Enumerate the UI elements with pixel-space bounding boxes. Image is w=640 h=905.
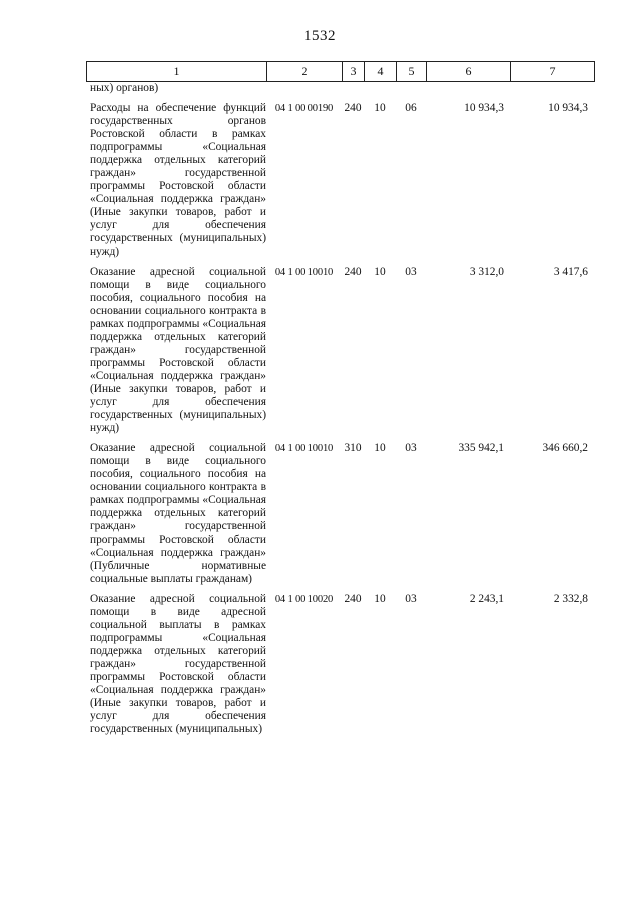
row-amount-col7: 2 332,8	[553, 592, 588, 605]
row-amount-col6: 335 942,1	[458, 442, 504, 455]
row-rz: 10	[374, 442, 386, 455]
row-amount-col7: 10 934,3	[548, 102, 588, 114]
table-row	[86, 593, 594, 737]
row-vr: 240	[344, 592, 362, 605]
row-code: 04 1 00 10010	[274, 266, 334, 278]
row-amount-col6: 3 312,0	[469, 265, 504, 278]
row-pr: 03	[405, 265, 417, 278]
budget-table	[86, 82, 594, 736]
table-row	[86, 102, 594, 266]
row-amount-col6: 2 243,1	[469, 592, 504, 605]
table-row	[86, 442, 594, 593]
header-row	[87, 62, 595, 82]
header-col-7: 7	[511, 62, 595, 82]
row-description: Оказание адресной социальной помощи в виде социального пособия, социального пособия на основании социального контракта в рамках подпрограммы «Социальная поддержка отдельных категорий граждан» государственной программы Ростовской области «Социальная поддержка граждан» (Публичные нормативные социальные выплаты гражданам)	[90, 442, 266, 585]
header-col-1: 1	[87, 62, 267, 82]
row-vr: 240	[344, 265, 362, 278]
row-code: 04 1 00 10020	[274, 593, 334, 605]
row-amount-col7: 3 417,6	[553, 265, 588, 278]
header-col-4: 4	[365, 62, 397, 82]
header-col-3: 3	[343, 62, 365, 82]
row-amount-col6: 10 934,3	[464, 102, 504, 114]
row-vr: 240	[344, 102, 362, 114]
row-code: 04 1 00 10010	[274, 443, 334, 455]
row-pr: 03	[405, 442, 417, 455]
row-pr: 03	[405, 592, 417, 605]
header-col-6: 6	[427, 62, 511, 82]
continuation-row	[86, 82, 594, 102]
continuation-text: ных) органов)	[90, 82, 159, 94]
row-description: Оказание адресной социальной помощи в виде адресной социальной выплаты в рамках подпрограммы «Социальная поддержка отдельных категорий граждан» государственной программы Ростовской области «Социальная поддержка граждан» (Иные закупки товаров, работ и услуг для обеспечения государственных (муниципальных)	[90, 592, 266, 736]
row-rz: 10	[374, 592, 386, 605]
row-rz: 10	[374, 102, 386, 114]
row-rz: 10	[374, 265, 386, 278]
table-row	[86, 266, 594, 443]
row-code: 04 1 00 00190	[274, 103, 334, 114]
row-vr: 310	[344, 442, 362, 455]
table-header	[86, 61, 595, 82]
page-number: 1532	[304, 28, 336, 44]
row-amount-col7: 346 660,2	[542, 442, 588, 455]
header-col-2: 2	[267, 62, 343, 82]
row-description: Расходы на обеспечение функций государственных органов Ростовской области в рамках подпрограммы «Социальная поддержка отдельных категорий граждан» государственной программы Ростовской области «Социальная поддержка граждан» (Иные закупки товаров, работ и услуг для обеспечения государственных (муниципальных) нужд)	[90, 102, 266, 258]
row-description: Оказание адресной социальной помощи в виде социального пособия, социального пособия на основании социального контракта в рамках подпрограммы «Социальная поддержка отдельных категорий граждан» государственной программы Ростовской области «Социальная поддержка граждан» (Иные закупки товаров, работ и услуг для обеспечения государственных (муниципальных) нужд)	[90, 265, 266, 435]
row-pr: 06	[405, 102, 417, 114]
header-col-5: 5	[397, 62, 427, 82]
